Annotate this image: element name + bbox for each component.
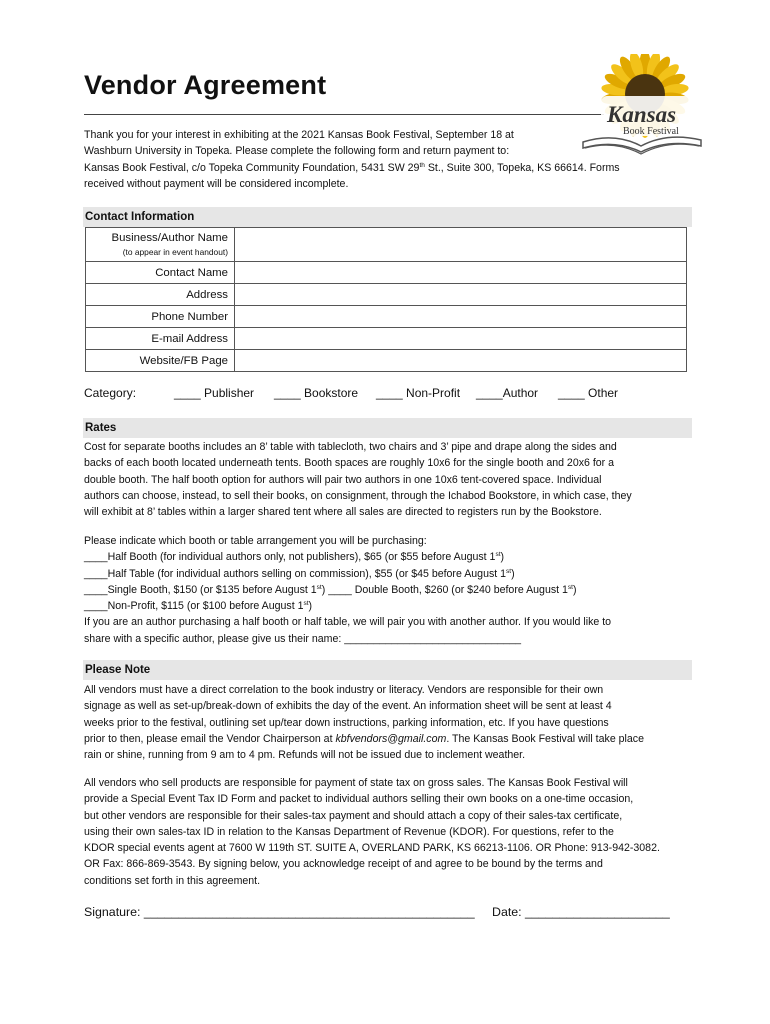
category-option-other[interactable]: ____ Other (558, 386, 619, 400)
note-text: . The Kansas Book Festival will take place (446, 732, 644, 745)
note-line: but other vendors are responsible for their sales-tax payment and should attach a copy of their sales-tax certificate, (84, 809, 623, 822)
rates-paragraph (84, 439, 694, 520)
intro-line: received without payment will be considered incomplete. (84, 177, 349, 190)
category-option-bookstore[interactable]: ____ Bookstore (274, 386, 359, 400)
contact-info-table (85, 227, 687, 372)
table-row (86, 228, 687, 262)
note-line: provide a Special Event Tax ID Form and packet to individual authors selling their own books on a one-time occasion, (84, 793, 634, 806)
share-author-field[interactable]: share with a specific author, please give us their name: ______________________________ (84, 632, 522, 645)
category-option-author[interactable]: ____Author (476, 386, 539, 400)
option-half-table[interactable] (84, 566, 694, 582)
signature-field[interactable]: Signature: ________________________________________________ (84, 905, 475, 919)
ordinal-suffix: st (303, 600, 309, 608)
website-label: Website/FB Page (86, 350, 235, 372)
note-line: All vendors must have a direct correlation to the book industry or literacy. Vendors are responsible for their own (84, 684, 604, 696)
option-text: ) ____ Double Booth, $260 (or $240 before August 1 (321, 583, 568, 596)
intro-paragraph (84, 127, 684, 192)
date-field[interactable]: Date: _____________________ (492, 905, 670, 919)
table-row (86, 262, 687, 284)
note-paragraph-1 (84, 682, 694, 763)
table-row (86, 284, 687, 306)
contact-name-field[interactable] (235, 262, 687, 284)
booth-options-intro: Please indicate which booth or table arrangement you will be purchasing: (84, 535, 427, 547)
logo-word: Kansas (607, 102, 677, 127)
table-row (86, 328, 687, 350)
ordinal-suffix: st (506, 567, 512, 575)
intro-text: Kansas Book Festival, c/o Topeka Community Foundation, 5431 SW 29 (84, 161, 420, 174)
option-text: ____Single Booth, $150 (or $135 before August 1 (84, 583, 317, 596)
contact-name-label: Contact Name (86, 262, 235, 284)
category-label: Category: (84, 386, 137, 400)
booth-options (84, 533, 694, 647)
option-text: ____Half Table (for individual authors selling on commission), $55 (or $45 before August 1 (84, 567, 507, 580)
note-line: signage as well as set-up/break-down of exhibits the day of the event. An information sheet will be sent at least 4 (84, 700, 612, 713)
ordinal-suffix: st (316, 583, 322, 591)
category-option-publisher[interactable]: ____ Publisher (174, 386, 255, 400)
intro-line: Thank you for your interest in exhibiting at the 2021 Kansas Book Festival, September 18 at (84, 129, 514, 141)
note-text: prior to then, please email the Vendor Chairperson at (84, 732, 336, 745)
table-row (86, 350, 687, 372)
intro-line: Washburn University in Topeka. Please complete the following form and return payment to: (84, 145, 510, 158)
rates-section-heading: Rates (83, 418, 692, 438)
logo-subword: Book Festival (623, 126, 679, 137)
category-row (84, 386, 618, 400)
note-line: rain or shine, running from 9 am to 4 pm. Refunds will not be issued due to inclement weather. (84, 749, 526, 762)
business-name-label (86, 228, 235, 262)
note-section-heading: Please Note (83, 660, 692, 680)
note-line: using their own sales-tax ID in relation to the Kansas Department of Revenue (KDOR). For questions, refer to the (84, 825, 614, 838)
note-line (84, 731, 694, 747)
address-field[interactable] (235, 284, 687, 306)
phone-number-label: Phone Number (86, 306, 235, 328)
ordinal-suffix: th (419, 161, 425, 169)
option-non-profit[interactable] (84, 598, 694, 614)
note-paragraph-2 (84, 775, 694, 889)
phone-number-field[interactable] (235, 306, 687, 328)
rates-line: will exhibit at 8’ tables within a larger shared tent where all sales are directed to registers run by the Bookstore. (84, 506, 602, 519)
rates-line: backs of each booth located underneath tents. Booth spaces are roughly 10x6 for the single booth and 20x6 for a (84, 457, 615, 470)
category-option-non-profit[interactable]: ____ Non-Profit (376, 386, 461, 400)
title-divider (84, 114, 604, 115)
option-text: ) (500, 551, 505, 564)
business-name-label-text: Business/Author Name (111, 232, 228, 244)
note-line: KDOR special events agent at 7600 W 119th ST. SUITE A, OVERLAND PARK, KS 66213-1106. OR Phone: 913-942-3082. (84, 842, 660, 855)
email-address-label: E-mail Address (86, 328, 235, 350)
page-title: Vendor Agreement (84, 70, 327, 100)
intro-line (84, 160, 684, 176)
ordinal-suffix: st (567, 583, 573, 591)
option-text: ) (572, 583, 577, 596)
rates-line: Cost for separate booths includes an 8’ table with tablecloth, two chairs and 3’ pipe and drape along the sides and (84, 441, 617, 453)
contact-section-heading: Contact Information (83, 207, 692, 227)
ordinal-suffix: st (495, 551, 501, 559)
option-text: ) (511, 567, 515, 580)
business-name-sublabel: (to appear in event handout) (122, 247, 228, 257)
email-address-field[interactable] (235, 328, 687, 350)
signature-row (84, 905, 670, 919)
option-half-booth[interactable] (84, 549, 694, 565)
option-text: ____Half Booth (for individual authors only, not publishers), $65 (or $55 before August 1 (84, 551, 496, 564)
rates-line: double booth. The half booth option for authors will pair two authors in one 10x6 tent-covered space. Individual (84, 473, 602, 486)
note-line: All vendors who sell products are responsible for payment of state tax on gross sales. The Kansas Book Festival will (84, 777, 628, 789)
option-text: ____Non-Profit, $115 (or $100 before August 1 (84, 600, 304, 613)
website-field[interactable] (235, 350, 687, 372)
option-single-double-booth[interactable] (84, 582, 694, 598)
vendor-email-link[interactable]: kbfvendors@gmail.com (335, 732, 447, 745)
business-name-field[interactable] (235, 228, 687, 262)
note-line: weeks prior to the festival, outlining set up/tear down instructions, parking information, etc. If you have questions (84, 716, 609, 729)
intro-text: St., Suite 300, Topeka, KS 66614. Forms (424, 161, 620, 174)
option-text: ) (308, 600, 313, 613)
table-row (86, 306, 687, 328)
rates-line: authors can choose, instead, to sell their books, on consignment, through the Ichabod Bookstore, in which case, they (84, 489, 632, 502)
half-pairing-note: If you are an author purchasing a half booth or half table, we will pair you with another author. If you would like to (84, 616, 612, 629)
address-label: Address (86, 284, 235, 306)
note-line: conditions set forth in this agreement. (84, 874, 261, 887)
note-line: OR Fax: 866-869-3543. By signing below, you acknowledge receipt of and agree to be bound by the terms and (84, 858, 603, 871)
